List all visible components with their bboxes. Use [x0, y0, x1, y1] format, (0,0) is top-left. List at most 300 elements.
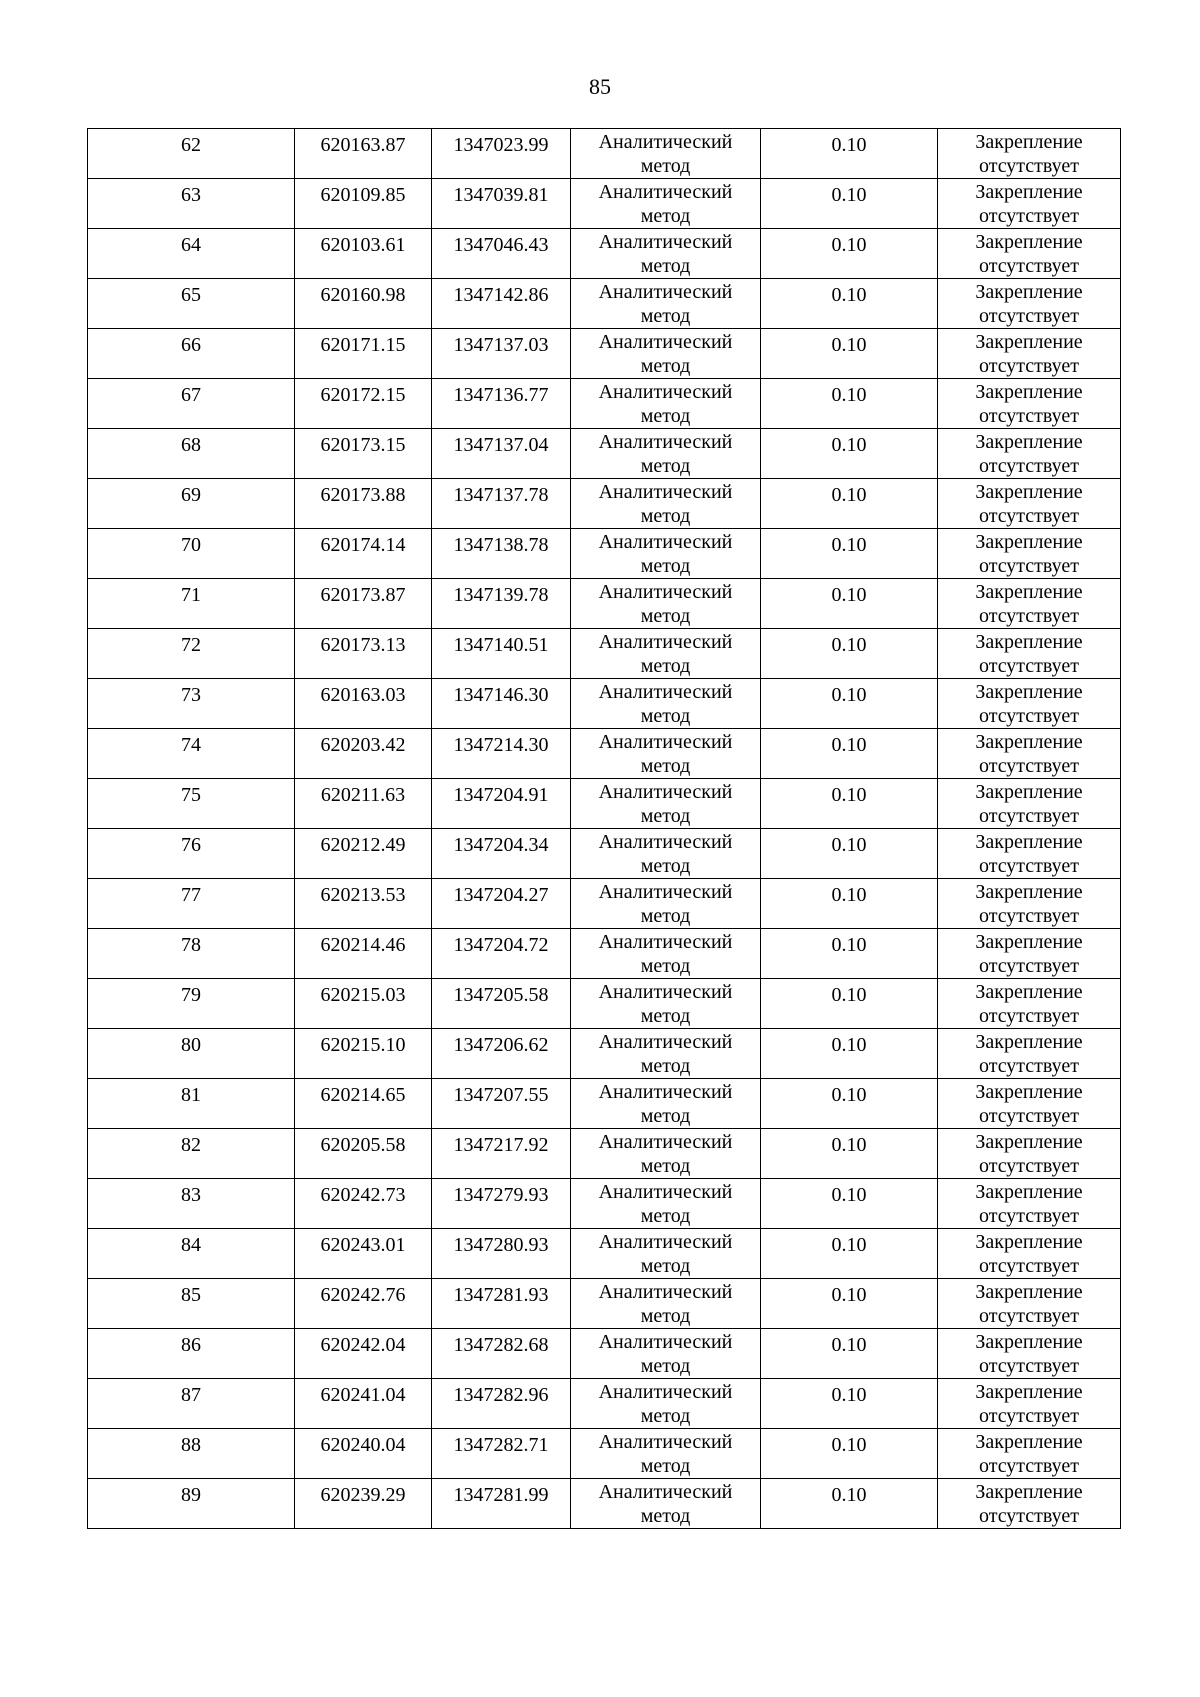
accuracy-cell: 0.10	[761, 1479, 938, 1529]
fixing-line-2: отсутствует	[978, 255, 1080, 277]
method-line-2: метод	[640, 455, 691, 477]
fixing-line-2: отсутствует	[978, 955, 1080, 977]
fixing-description-cell	[938, 179, 1121, 229]
method-line-2: метод	[640, 1455, 691, 1477]
table-row	[88, 429, 1121, 479]
accuracy-cell: 0.10	[761, 179, 938, 229]
fixing-line-2: отсутствует	[978, 855, 1080, 877]
fixing-line-2: отсутствует	[978, 1105, 1080, 1127]
method-line-1: Аналитический	[598, 1181, 733, 1203]
method-line-1: Аналитический	[598, 581, 733, 603]
fixing-description-cell	[938, 329, 1121, 379]
method-line-2: метод	[640, 255, 691, 277]
fixing-line-1: Закрепление	[975, 381, 1083, 403]
method-line-2: метод	[640, 1205, 691, 1227]
table-row	[88, 379, 1121, 429]
fixing-line-2: отсутствует	[978, 155, 1080, 177]
table-row	[88, 1279, 1121, 1329]
method-cell	[571, 1179, 761, 1229]
method-line-2: метод	[640, 355, 691, 377]
method-line-1: Аналитический	[598, 281, 733, 303]
fixing-description-cell	[938, 1079, 1121, 1129]
accuracy-cell: 0.10	[761, 779, 938, 829]
x-coordinate-cell: 620205.58	[295, 1129, 432, 1179]
accuracy-cell: 0.10	[761, 129, 938, 179]
y-coordinate-cell: 1347281.99	[432, 1479, 571, 1529]
fixing-line-1: Закрепление	[975, 831, 1083, 853]
point-number-cell: 88	[88, 1429, 295, 1479]
fixing-description-cell	[938, 1029, 1121, 1079]
accuracy-cell: 0.10	[761, 1229, 938, 1279]
fixing-line-1: Закрепление	[975, 681, 1083, 703]
y-coordinate-cell: 1347136.77	[432, 379, 571, 429]
method-line-2: метод	[640, 305, 691, 327]
y-coordinate-cell: 1347281.93	[432, 1279, 571, 1329]
method-cell	[571, 329, 761, 379]
method-line-1: Аналитический	[598, 131, 733, 153]
fixing-line-1: Закрепление	[975, 481, 1083, 503]
fixing-line-2: отсутствует	[978, 705, 1080, 727]
fixing-line-1: Закрепление	[975, 431, 1083, 453]
accuracy-cell: 0.10	[761, 1429, 938, 1479]
fixing-description-cell	[938, 1479, 1121, 1529]
y-coordinate-cell: 1347279.93	[432, 1179, 571, 1229]
table-row	[88, 929, 1121, 979]
fixing-description-cell	[938, 929, 1121, 979]
accuracy-cell: 0.10	[761, 1329, 938, 1379]
y-coordinate-cell: 1347146.30	[432, 679, 571, 729]
method-line-2: метод	[640, 205, 691, 227]
fixing-description-cell	[938, 379, 1121, 429]
table-row	[88, 1029, 1121, 1079]
point-number-cell: 79	[88, 979, 295, 1029]
y-coordinate-cell: 1347205.58	[432, 979, 571, 1029]
fixing-line-2: отсутствует	[978, 355, 1080, 377]
accuracy-cell: 0.10	[761, 729, 938, 779]
point-number-cell: 64	[88, 229, 295, 279]
fixing-line-2: отсутствует	[978, 1455, 1080, 1477]
method-cell	[571, 679, 761, 729]
method-line-1: Аналитический	[598, 1331, 733, 1353]
fixing-description-cell	[938, 729, 1121, 779]
fixing-line-2: отсутствует	[978, 1355, 1080, 1377]
accuracy-cell: 0.10	[761, 1379, 938, 1429]
point-number-cell: 83	[88, 1179, 295, 1229]
point-number-cell: 67	[88, 379, 295, 429]
method-line-1: Аналитический	[598, 731, 733, 753]
method-cell	[571, 1129, 761, 1179]
accuracy-cell: 0.10	[761, 629, 938, 679]
fixing-description-cell	[938, 279, 1121, 329]
fixing-description-cell	[938, 1279, 1121, 1329]
method-line-1: Аналитический	[598, 431, 733, 453]
table-row	[88, 1229, 1121, 1279]
fixing-line-1: Закрепление	[975, 181, 1083, 203]
point-number-cell: 86	[88, 1329, 295, 1379]
fixing-description-cell	[938, 1229, 1121, 1279]
x-coordinate-cell: 620173.88	[295, 479, 432, 529]
method-line-1: Аналитический	[598, 1131, 733, 1153]
fixing-description-cell	[938, 779, 1121, 829]
method-line-1: Аналитический	[598, 831, 733, 853]
point-number-cell: 78	[88, 929, 295, 979]
fixing-line-2: отсутствует	[978, 505, 1080, 527]
fixing-line-2: отсутствует	[978, 205, 1080, 227]
method-line-2: метод	[640, 1105, 691, 1127]
table-row	[88, 479, 1121, 529]
accuracy-cell: 0.10	[761, 579, 938, 629]
fixing-line-1: Закрепление	[975, 531, 1083, 553]
point-number-cell: 71	[88, 579, 295, 629]
fixing-description-cell	[938, 1429, 1121, 1479]
y-coordinate-cell: 1347204.72	[432, 929, 571, 979]
table-row	[88, 179, 1121, 229]
y-coordinate-cell: 1347282.68	[432, 1329, 571, 1379]
point-number-cell: 77	[88, 879, 295, 929]
method-cell	[571, 529, 761, 579]
table-row	[88, 1379, 1121, 1429]
fixing-line-1: Закрепление	[975, 1231, 1083, 1253]
method-cell	[571, 979, 761, 1029]
fixing-line-2: отсутствует	[978, 305, 1080, 327]
accuracy-cell: 0.10	[761, 929, 938, 979]
method-line-2: метод	[640, 855, 691, 877]
method-line-2: метод	[640, 755, 691, 777]
y-coordinate-cell: 1347206.62	[432, 1029, 571, 1079]
point-number-cell: 74	[88, 729, 295, 779]
point-number-cell: 69	[88, 479, 295, 529]
y-coordinate-cell: 1347204.91	[432, 779, 571, 829]
fixing-line-1: Закрепление	[975, 231, 1083, 253]
accuracy-cell: 0.10	[761, 529, 938, 579]
method-line-2: метод	[640, 505, 691, 527]
point-number-cell: 84	[88, 1229, 295, 1279]
method-line-2: метод	[640, 805, 691, 827]
table-row	[88, 1329, 1121, 1379]
accuracy-cell: 0.10	[761, 429, 938, 479]
accuracy-cell: 0.10	[761, 379, 938, 429]
method-line-1: Аналитический	[598, 1381, 733, 1403]
accuracy-cell: 0.10	[761, 979, 938, 1029]
point-number-cell: 66	[88, 329, 295, 379]
point-number-cell: 75	[88, 779, 295, 829]
page-number: 85	[589, 74, 611, 99]
accuracy-cell: 0.10	[761, 1129, 938, 1179]
fixing-line-1: Закрепление	[975, 1481, 1083, 1503]
method-cell	[571, 879, 761, 929]
accuracy-cell: 0.10	[761, 279, 938, 329]
y-coordinate-cell: 1347137.04	[432, 429, 571, 479]
x-coordinate-cell: 620173.13	[295, 629, 432, 679]
x-coordinate-cell: 620103.61	[295, 229, 432, 279]
fixing-description-cell	[938, 679, 1121, 729]
table-row	[88, 1129, 1121, 1179]
x-coordinate-cell: 620213.53	[295, 879, 432, 929]
table-row	[88, 579, 1121, 629]
method-cell	[571, 229, 761, 279]
method-cell	[571, 1429, 761, 1479]
table-row	[88, 679, 1121, 729]
fixing-line-1: Закрепление	[975, 1081, 1083, 1103]
fixing-line-1: Закрепление	[975, 781, 1083, 803]
method-line-2: метод	[640, 1355, 691, 1377]
table-row	[88, 279, 1121, 329]
x-coordinate-cell: 620214.46	[295, 929, 432, 979]
y-coordinate-cell: 1347140.51	[432, 629, 571, 679]
method-cell	[571, 1379, 761, 1429]
fixing-line-1: Закрепление	[975, 1031, 1083, 1053]
fixing-line-2: отсутствует	[978, 555, 1080, 577]
accuracy-cell: 0.10	[761, 829, 938, 879]
x-coordinate-cell: 620211.63	[295, 779, 432, 829]
accuracy-cell: 0.10	[761, 329, 938, 379]
y-coordinate-cell: 1347137.03	[432, 329, 571, 379]
accuracy-cell: 0.10	[761, 1029, 938, 1079]
method-line-2: метод	[640, 1505, 691, 1527]
method-line-2: метод	[640, 905, 691, 927]
method-cell	[571, 1079, 761, 1129]
method-line-1: Аналитический	[598, 231, 733, 253]
x-coordinate-cell: 620173.87	[295, 579, 432, 629]
accuracy-cell: 0.10	[761, 229, 938, 279]
method-line-1: Аналитический	[598, 181, 733, 203]
method-line-1: Аналитический	[598, 631, 733, 653]
y-coordinate-cell: 1347046.43	[432, 229, 571, 279]
y-coordinate-cell: 1347137.78	[432, 479, 571, 529]
method-line-2: метод	[640, 1155, 691, 1177]
fixing-line-2: отсутствует	[978, 1205, 1080, 1227]
method-line-2: метод	[640, 705, 691, 727]
x-coordinate-cell: 620160.98	[295, 279, 432, 329]
y-coordinate-cell: 1347139.78	[432, 579, 571, 629]
fixing-line-1: Закрепление	[975, 281, 1083, 303]
method-cell	[571, 129, 761, 179]
x-coordinate-cell: 620239.29	[295, 1479, 432, 1529]
method-cell	[571, 1029, 761, 1079]
fixing-line-1: Закрепление	[975, 981, 1083, 1003]
point-number-cell: 76	[88, 829, 295, 879]
fixing-line-2: отсутствует	[978, 455, 1080, 477]
y-coordinate-cell: 1347207.55	[432, 1079, 571, 1129]
x-coordinate-cell: 620203.42	[295, 729, 432, 779]
fixing-line-2: отсутствует	[978, 655, 1080, 677]
fixing-line-2: отсутствует	[978, 1155, 1080, 1177]
method-line-1: Аналитический	[598, 881, 733, 903]
fixing-line-1: Закрепление	[975, 581, 1083, 603]
method-line-1: Аналитический	[598, 1431, 733, 1453]
method-line-2: метод	[640, 655, 691, 677]
point-number-cell: 68	[88, 429, 295, 479]
point-number-cell: 70	[88, 529, 295, 579]
point-number-cell: 72	[88, 629, 295, 679]
x-coordinate-cell: 620243.01	[295, 1229, 432, 1279]
method-line-1: Аналитический	[598, 781, 733, 803]
fixing-line-1: Закрепление	[975, 631, 1083, 653]
y-coordinate-cell: 1347282.71	[432, 1429, 571, 1479]
fixing-line-2: отсутствует	[978, 905, 1080, 927]
fixing-description-cell	[938, 629, 1121, 679]
fixing-description-cell	[938, 879, 1121, 929]
point-number-cell: 73	[88, 679, 295, 729]
fixing-description-cell	[938, 1379, 1121, 1429]
method-line-1: Аналитический	[598, 481, 733, 503]
method-line-2: метод	[640, 1305, 691, 1327]
x-coordinate-cell: 620215.10	[295, 1029, 432, 1079]
y-coordinate-cell: 1347214.30	[432, 729, 571, 779]
x-coordinate-cell: 620242.73	[295, 1179, 432, 1229]
fixing-line-1: Закрепление	[975, 731, 1083, 753]
fixing-description-cell	[938, 1129, 1121, 1179]
fixing-description-cell	[938, 979, 1121, 1029]
method-cell	[571, 1329, 761, 1379]
fixing-line-1: Закрепление	[975, 931, 1083, 953]
y-coordinate-cell: 1347204.34	[432, 829, 571, 879]
y-coordinate-cell: 1347138.78	[432, 529, 571, 579]
method-line-1: Аналитический	[598, 331, 733, 353]
fixing-description-cell	[938, 1179, 1121, 1229]
accuracy-cell: 0.10	[761, 679, 938, 729]
point-number-cell: 82	[88, 1129, 295, 1179]
table-row	[88, 329, 1121, 379]
method-line-2: метод	[640, 1005, 691, 1027]
method-line-2: метод	[640, 555, 691, 577]
method-line-1: Аналитический	[598, 1281, 733, 1303]
table-row	[88, 629, 1121, 679]
x-coordinate-cell: 620172.15	[295, 379, 432, 429]
table-row	[88, 129, 1121, 179]
fixing-line-1: Закрепление	[975, 1431, 1083, 1453]
fixing-description-cell	[938, 529, 1121, 579]
point-number-cell: 80	[88, 1029, 295, 1079]
y-coordinate-cell: 1347204.27	[432, 879, 571, 929]
fixing-line-1: Закрепление	[975, 1131, 1083, 1153]
fixing-line-2: отсутствует	[978, 1405, 1080, 1427]
fixing-description-cell	[938, 1329, 1121, 1379]
point-number-cell: 81	[88, 1079, 295, 1129]
method-line-1: Аналитический	[598, 931, 733, 953]
y-coordinate-cell: 1347280.93	[432, 1229, 571, 1279]
fixing-line-1: Закрепление	[975, 331, 1083, 353]
x-coordinate-cell: 620242.04	[295, 1329, 432, 1379]
fixing-line-1: Закрепление	[975, 1381, 1083, 1403]
fixing-description-cell	[938, 479, 1121, 529]
table-row	[88, 1429, 1121, 1479]
fixing-line-2: отсутствует	[978, 1055, 1080, 1077]
method-cell	[571, 1479, 761, 1529]
table-row	[88, 729, 1121, 779]
fixing-line-2: отсутствует	[978, 805, 1080, 827]
coordinates-table	[87, 128, 1121, 1529]
fixing-line-1: Закрепление	[975, 1281, 1083, 1303]
x-coordinate-cell: 620163.03	[295, 679, 432, 729]
table-row	[88, 979, 1121, 1029]
accuracy-cell: 0.10	[761, 1079, 938, 1129]
table-row	[88, 1179, 1121, 1229]
table-row	[88, 779, 1121, 829]
method-cell	[571, 1279, 761, 1329]
fixing-line-2: отсутствует	[978, 605, 1080, 627]
point-number-cell: 62	[88, 129, 295, 179]
y-coordinate-cell: 1347142.86	[432, 279, 571, 329]
table-row	[88, 529, 1121, 579]
method-line-1: Аналитический	[598, 981, 733, 1003]
method-line-1: Аналитический	[598, 1481, 733, 1503]
coordinates-table-body	[88, 129, 1121, 1529]
method-line-1: Аналитический	[598, 381, 733, 403]
x-coordinate-cell: 620173.15	[295, 429, 432, 479]
fixing-description-cell	[938, 229, 1121, 279]
y-coordinate-cell: 1347217.92	[432, 1129, 571, 1179]
point-number-cell: 65	[88, 279, 295, 329]
method-cell	[571, 179, 761, 229]
method-cell	[571, 379, 761, 429]
point-number-cell: 85	[88, 1279, 295, 1329]
fixing-line-2: отсутствует	[978, 405, 1080, 427]
method-cell	[571, 429, 761, 479]
method-line-1: Аналитический	[598, 1231, 733, 1253]
fixing-description-cell	[938, 829, 1121, 879]
point-number-cell: 87	[88, 1379, 295, 1429]
y-coordinate-cell: 1347023.99	[432, 129, 571, 179]
method-line-1: Аналитический	[598, 1031, 733, 1053]
fixing-line-1: Закрепление	[975, 1331, 1083, 1353]
method-cell	[571, 829, 761, 879]
fixing-line-2: отсутствует	[978, 1255, 1080, 1277]
fixing-line-2: отсутствует	[978, 755, 1080, 777]
method-line-2: метод	[640, 155, 691, 177]
fixing-line-2: отсутствует	[978, 1305, 1080, 1327]
method-line-2: метод	[640, 1255, 691, 1277]
method-cell	[571, 579, 761, 629]
fixing-line-1: Закрепление	[975, 131, 1083, 153]
fixing-line-2: отсутствует	[978, 1005, 1080, 1027]
method-line-2: метод	[640, 955, 691, 977]
x-coordinate-cell: 620242.76	[295, 1279, 432, 1329]
method-cell	[571, 929, 761, 979]
fixing-description-cell	[938, 129, 1121, 179]
method-cell	[571, 479, 761, 529]
y-coordinate-cell: 1347282.96	[432, 1379, 571, 1429]
table-row	[88, 1479, 1121, 1529]
accuracy-cell: 0.10	[761, 879, 938, 929]
table-row	[88, 229, 1121, 279]
x-coordinate-cell: 620109.85	[295, 179, 432, 229]
fixing-line-1: Закрепление	[975, 881, 1083, 903]
method-line-2: метод	[640, 1055, 691, 1077]
x-coordinate-cell: 620240.04	[295, 1429, 432, 1479]
fixing-line-1: Закрепление	[975, 1181, 1083, 1203]
method-cell	[571, 279, 761, 329]
x-coordinate-cell: 620163.87	[295, 129, 432, 179]
point-number-cell: 89	[88, 1479, 295, 1529]
x-coordinate-cell: 620212.49	[295, 829, 432, 879]
x-coordinate-cell: 620241.04	[295, 1379, 432, 1429]
method-line-2: метод	[640, 605, 691, 627]
method-cell	[571, 729, 761, 779]
accuracy-cell: 0.10	[761, 479, 938, 529]
table-row	[88, 829, 1121, 879]
method-line-1: Аналитический	[598, 681, 733, 703]
fixing-line-2: отсутствует	[978, 1505, 1080, 1527]
x-coordinate-cell: 620215.03	[295, 979, 432, 1029]
method-line-1: Аналитический	[598, 531, 733, 553]
accuracy-cell: 0.10	[761, 1179, 938, 1229]
x-coordinate-cell: 620174.14	[295, 529, 432, 579]
method-line-2: метод	[640, 1405, 691, 1427]
method-cell	[571, 629, 761, 679]
y-coordinate-cell: 1347039.81	[432, 179, 571, 229]
x-coordinate-cell: 620214.65	[295, 1079, 432, 1129]
